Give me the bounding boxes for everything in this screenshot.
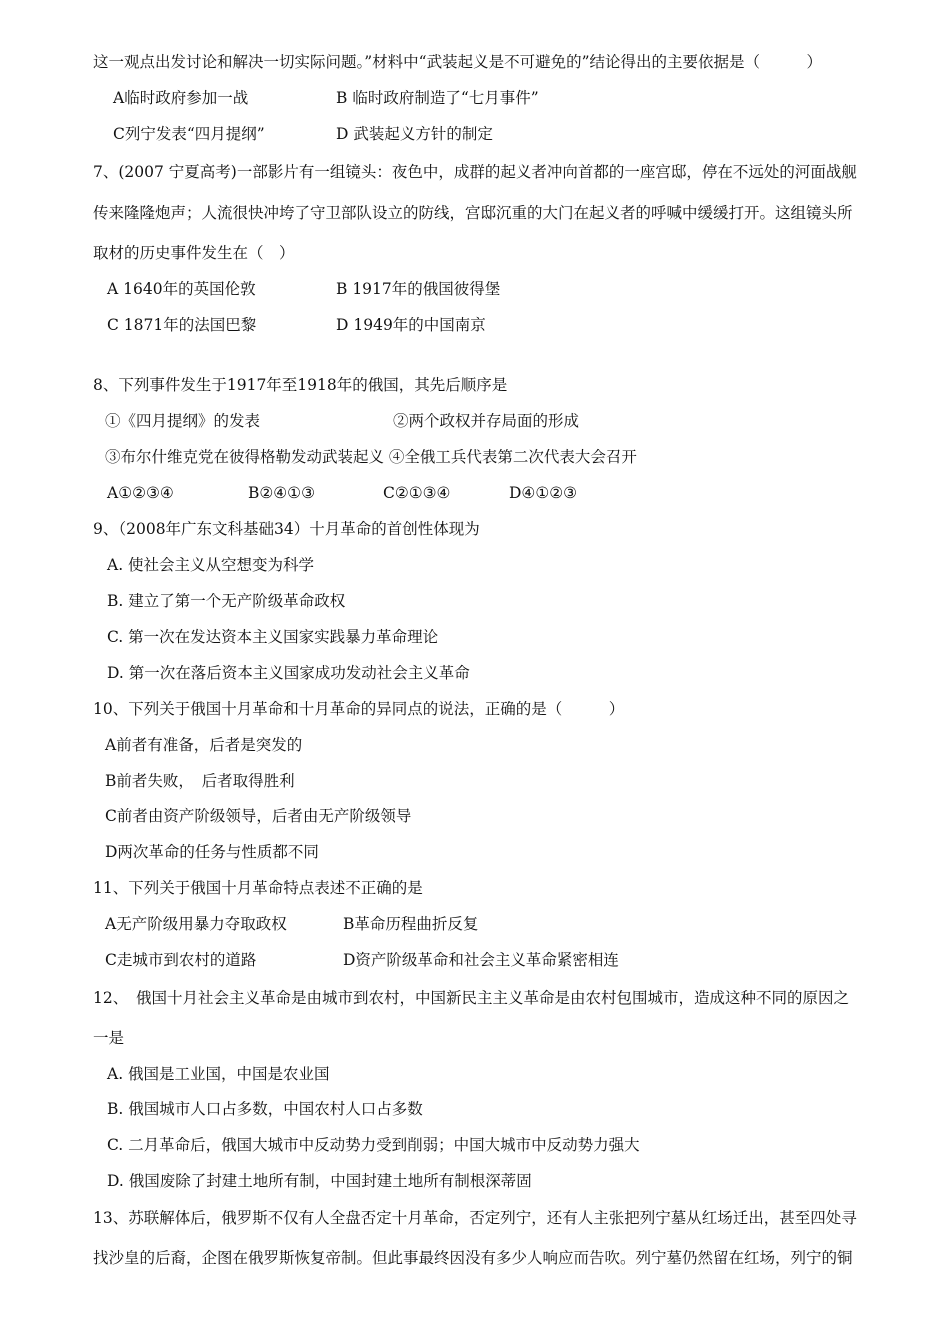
q9-option-c: C. 第一次在发达资本主义国家实践暴力革命理论 — [107, 628, 439, 646]
q8-stem: 8、下列事件发生于1917年至1918年的俄国，其先后顺序是 — [93, 376, 508, 394]
q9-option-b: B. 建立了第一个无产阶级革命政权 — [107, 592, 346, 610]
q8-option-d: D④①②③ — [509, 484, 578, 502]
q12-option-b: B. 俄国城市人口占多数，中国农村人口占多数 — [107, 1100, 423, 1118]
q8-item-1: ①《四月提纲》的发表 — [105, 412, 261, 430]
q12-option-d: D. 俄国废除了封建土地所有制，中国封建土地所有制根深蒂固 — [107, 1172, 532, 1190]
q6-option-b: B 临时政府制造了“七月事件” — [336, 89, 539, 107]
q10-option-b: B前者失败， 后者取得胜利 — [105, 772, 295, 790]
q7-option-a: A 1640年的英国伦敦 — [107, 280, 256, 298]
q12-option-c: C. 二月革命后，俄国大城市中反动势力受到削弱；中国大城市中反动势力强大 — [107, 1136, 640, 1154]
q11-stem: 11、下列关于俄国十月革命特点表述不正确的是 — [93, 879, 423, 897]
q11-option-c: C走城市到农村的道路 — [105, 951, 257, 969]
q11-option-a: A无产阶级用暴力夺取政权 — [105, 915, 287, 933]
q10-option-c: C前者由资产阶级领导，后者由无产阶级领导 — [105, 807, 412, 825]
q11-option-b: B革命历程曲折反复 — [343, 915, 479, 933]
q6-option-c: C列宁发表“四月提纲” — [113, 125, 265, 143]
q7-stem-line2: 传来隆隆炮声；人流很快冲垮了守卫部队设立的防线，宫邸沉重的大门在起义者的呼喊中缓缓打开。这组镜头所 — [93, 204, 853, 222]
q12-stem-line1: 12、 俄国十月社会主义革命是由城市到农村，中国新民主主义革命是由农村包围城市，造成这种不同的原因之 — [93, 989, 849, 1007]
q6-option-a: A临时政府参加一战 — [113, 89, 249, 107]
q12-stem-line2: 一是 — [93, 1029, 125, 1047]
q9-stem: 9、（2008年广东文科基础34）十月革命的首创性体现为 — [93, 520, 480, 538]
q6-option-d: D 武装起义方针的制定 — [336, 125, 493, 143]
q11-option-d: D资产阶级革命和社会主义革命紧密相连 — [343, 951, 619, 969]
q7-stem-line1: 7、(2007 宁夏高考)一部影片有一组镜头：夜色中，成群的起义者冲向首都的一座宫邸，停在不远处的河面战舰 — [93, 163, 857, 181]
q7-option-d: D 1949年的中国南京 — [336, 316, 486, 334]
q13-stem-line2: 找沙皇的后裔，企图在俄罗斯恢复帝制。但此事最终因没有多少人响应而告吹。列宁墓仍然留在红场，列宁的铜 — [93, 1249, 853, 1267]
q8-option-c: C②①③④ — [383, 484, 451, 502]
q12-option-a: A. 俄国是工业国，中国是农业国 — [107, 1065, 330, 1083]
q7-stem-line3: 取材的历史事件发生在（ ） — [93, 244, 295, 262]
q6-stem-continued: 这一观点出发讨论和解决一切实际问题。”材料中“武装起义是不可避免的”结论得出的主要依据是（ ） — [93, 53, 823, 71]
q8-item-3-4: ③布尔什维克党在彼得格勒发动武装起义 ④全俄工兵代表第二次代表大会召开 — [105, 448, 637, 466]
q10-option-d: D两次革命的任务与性质都不同 — [105, 843, 319, 861]
q8-option-a: A①②③④ — [107, 484, 174, 502]
q8-item-2: ②两个政权并存局面的形成 — [393, 412, 580, 430]
q7-option-b: B 1917年的俄国彼得堡 — [336, 280, 501, 298]
q10-stem: 10、下列关于俄国十月革命和十月革命的异同点的说法，正确的是（ ） — [93, 700, 625, 718]
q13-stem-line1: 13、苏联解体后，俄罗斯不仅有人全盘否定十月革命，否定列宁，还有人主张把列宁墓从红场迁出，甚至四处寻 — [93, 1209, 857, 1227]
q10-option-a: A前者有准备，后者是突发的 — [105, 736, 303, 754]
q9-option-a: A. 使社会主义从空想变为科学 — [107, 556, 315, 574]
q7-option-c: C 1871年的法国巴黎 — [107, 316, 257, 334]
q8-option-b: B②④①③ — [248, 484, 315, 502]
q9-option-d: D. 第一次在落后资本主义国家成功发动社会主义革命 — [107, 664, 470, 682]
